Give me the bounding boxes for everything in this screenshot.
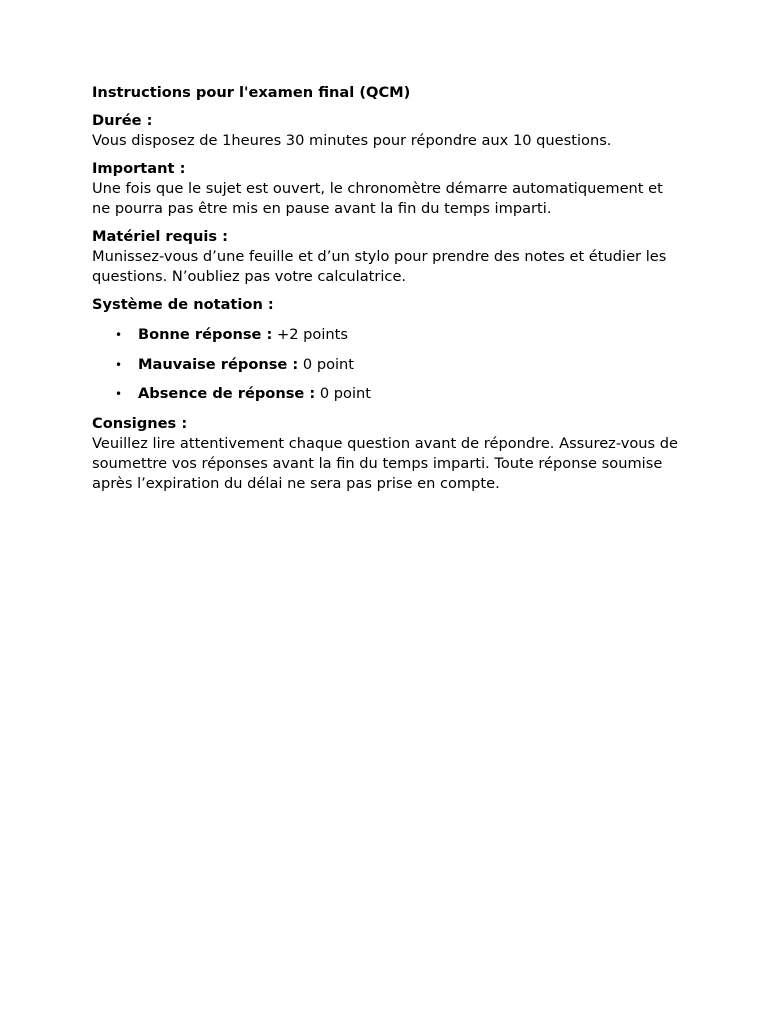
document-page [0, 0, 682, 494]
grading-value: 0 point [315, 385, 372, 402]
section-grading [92, 295, 682, 315]
section-important [92, 159, 682, 219]
section-duration [92, 111, 682, 151]
document-title: Instructions pour l'examen final (QCM) [92, 84, 411, 101]
important-text: Une fois que le sujet est ouvert, le chronomètre démarre automatiquement et ne pourra pas être mis en pause avant la fin du temps imparti. [92, 180, 663, 217]
instructions-heading: Consignes : [92, 414, 188, 432]
duration-heading: Durée : [92, 112, 153, 129]
section-materials [92, 227, 682, 287]
grading-list [92, 325, 682, 404]
grading-label: Mauvaise réponse : [138, 355, 299, 373]
grading-label: Absence de réponse : [138, 385, 316, 402]
bullet-icon: • [115, 387, 123, 401]
grading-value: 0 point [298, 355, 355, 373]
grading-label: Bonne réponse : [138, 326, 273, 343]
grading-value: +2 points [272, 326, 348, 343]
section-instructions [92, 414, 682, 494]
duration-text: Vous disposez de 1heures 30 minutes pour répondre aux 10 questions. [92, 132, 612, 149]
bullet-icon: • [115, 328, 123, 342]
bullet-icon: • [115, 357, 123, 372]
important-heading: Important : [92, 160, 186, 177]
materials-heading: Matériel requis : [92, 228, 228, 245]
list-item [92, 325, 682, 345]
grading-heading: Système de notation : [92, 296, 274, 313]
instructions-text: Veuillez lire attentivement chaque question avant de répondre. Assurez-vous de soumettre vos réponses avant la fin du temps imparti. Toute réponse soumise après l’expiration du délai ne sera pas prise en compte. [92, 434, 679, 492]
list-item [92, 384, 682, 404]
materials-text: Munissez-vous d’une feuille et d’un stylo pour prendre des notes et étudier les questions. N’oubliez pas votre calculatrice. [92, 248, 667, 285]
list-item [92, 355, 682, 375]
